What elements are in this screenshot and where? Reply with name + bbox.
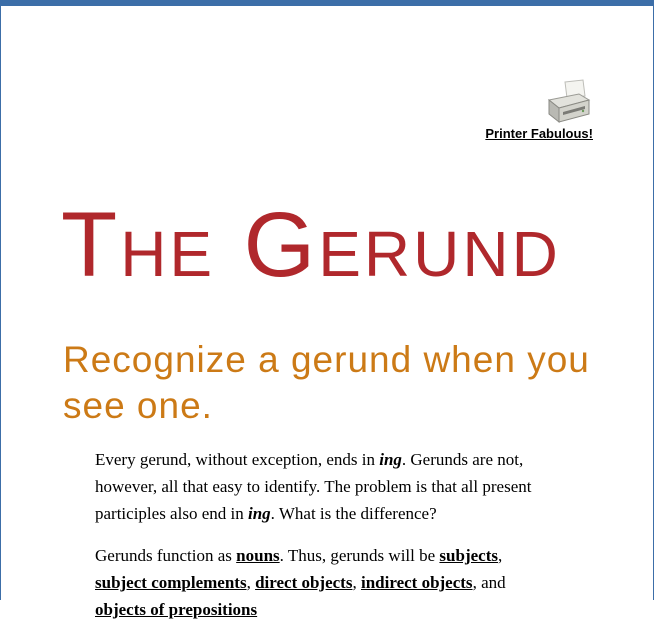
printer-fabulous-link[interactable] xyxy=(473,80,593,141)
paragraph-2-sep-3: , xyxy=(352,573,361,592)
printer-fabulous-label: Printer Fabulous! xyxy=(485,126,593,141)
subject-complements-link[interactable]: subject complements xyxy=(95,573,247,592)
objects-of-prepositions-link[interactable]: objects of prepositions xyxy=(95,600,258,619)
ing-suffix-1: ing xyxy=(379,450,402,469)
paragraph-1 xyxy=(95,446,565,527)
paragraph-2-text-a: Gerunds function as xyxy=(95,546,237,565)
nouns-link[interactable]: nouns xyxy=(236,546,280,565)
ing-suffix-2: ing xyxy=(247,504,271,523)
page-subtitle: Recognize a gerund when you see one. xyxy=(63,339,590,426)
paragraph-2-text-c: , and xyxy=(472,573,506,592)
paragraph-2 xyxy=(95,542,565,623)
paragraph-1-text-a: Every gerund, without exception, ends in xyxy=(95,450,380,469)
paragraph-2-sep-1: , xyxy=(497,546,503,565)
indirect-objects-link[interactable]: indirect objects xyxy=(360,573,473,592)
paragraph-2-sep-2: , xyxy=(246,573,256,592)
page-content xyxy=(0,6,654,619)
page-title: The Gerund xyxy=(61,194,561,296)
paragraph-1-text-c: . What is the difference? xyxy=(270,504,437,523)
paragraph-2-text-b: . Thus, gerunds will be xyxy=(279,546,440,565)
printer-icon xyxy=(545,80,591,124)
article-body xyxy=(95,446,565,638)
direct-objects-link[interactable]: direct objects xyxy=(255,573,353,592)
paragraph-1-text-b: . Gerunds are not, however, all that easy to identify. The problem is that all present participles also end in xyxy=(95,450,532,523)
subjects-link[interactable]: subjects xyxy=(439,546,498,565)
